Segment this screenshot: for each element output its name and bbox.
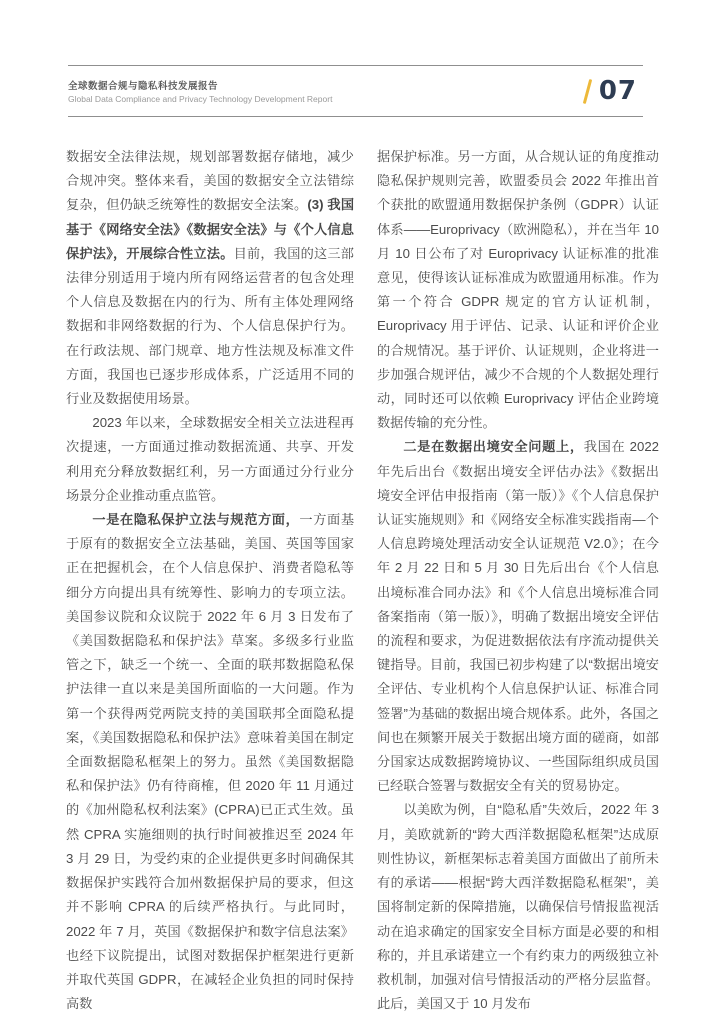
page-number-block	[586, 76, 643, 106]
paragraph	[377, 145, 659, 435]
paragraph	[66, 508, 354, 1016]
text-run: 我国在 2022 年先后出台《数据出境安全评估办法》《数据出境安全评估申报指南（第一版）》《个人信息保护认证实施规则》和《网络安全标准实践指南—个人信息跨境处理活动安全认证规范 V2.0》；在今年 2 月 22 日和 5 月 30 日先后出台《个人信息出境标准合同办法》和《个人信息出境标准合同备案指南（第一版）》，明确了数据出境安全评估的流程和要求，为促进数据依法有序流动提供关键指导。目前，我国已初步构建了以“数据出境安全评估、专业机构个人信息保护认证、标准合同签署”为基础的数据出境合规体系。此外，各国之间也在频繁开展关于数据出境方面的磋商，如部分国家达成数据跨境协议、一些国际组织成员国已经联合签署与数据安全有关的贸易协定。	[377, 439, 659, 794]
body-column-right	[377, 145, 659, 1016]
report-title-zh: 全球数据合规与隐私科技发展报告	[68, 80, 219, 92]
text-run: 2023 年以来，全球数据安全相关立法进程再次提速，一方面通过推动数据流通、共享、开发利用充分释放数据红利，另一方面通过分行业分场景分企业推动重点监管。	[66, 415, 354, 503]
accent-slash-mark	[583, 79, 592, 104]
bold-text-run: 一是在隐私保护立法与规范方面，	[92, 512, 300, 528]
page-number: 07	[598, 76, 637, 106]
paragraph	[377, 435, 659, 798]
report-title-block	[68, 78, 332, 105]
text-run: 以美欧为例，自“隐私盾”失效后，2022 年 3 月，美欧就新的“跨大西洋数据隐私框架”达成原则性协议，新框架标志着美国方面做出了前所未有的承诺——根据“跨大西洋数据隐私框架”，美国将制定新的保障措施，以确保信号情报监视活动在追求确定的国家安全目标方面是必要的和相称的，并且承诺建立一个有约束力的两级独立补救机制，加强对信号情报活动的严格分层监督。此后，美国又于 10 月发布	[377, 802, 659, 1012]
body-column-left	[66, 145, 354, 1016]
text-run: 一方面基于原有的数据安全立法基础，美国、英国等国家正在把握机会，在个人信息保护、消费者隐私等细分方向提出具有统筹性、影响力的专项立法。美国参议院和众议院于 2022 年 6 月 3 日发布了《美国数据隐私和保护法》草案。多级多行业监管之下，缺乏一个统一、全面的联邦数据隐私保护法律一直以来是美国所面临的一大问题。作为第一个获得两党两院支持的美国联邦全面隐私提案，《美国数据隐私和保护法》意味着美国在制定全面数据隐私框架上的努力。虽然《美国数据隐私和保护法》仍有待商榷，但 2020 年 11 月通过的《加州隐私权利法案》(CPRA)已正式生效。虽然 CPRA 实施细则的执行时间被推迟至 2024 年 3 月 29 日，为受约束的企业提供更多时间确保其数据保护实践符合加州数据保护局的要求，但这并不影响 CPRA 的后续严格执行。与此同时，2022 年 7 月，英国《数据保护和数字信息法案》也经下议院提出，试图对数据保护框架进行更新并取代英国 GDPR，在减轻企业负担的同时保持高数	[66, 512, 355, 1012]
text-run: 目前，我国的这三部法律分别适用于境内所有网络运营者的包含处理个人信息及数据在内的行为、所有主体处理网络数据和非网络数据的行为、个人信息保护行为。在行政法规、部门规章、地方性法规及标准文件方面，我国也已逐步形成体系，广泛适用不同的行业及数据使用场景。	[66, 245, 354, 407]
report-title-en: Global Data Compliance and Privacy Technology Development Report	[68, 93, 333, 104]
paragraph	[66, 145, 354, 411]
paragraph	[66, 411, 354, 508]
page-header	[68, 65, 643, 117]
paragraph	[377, 798, 659, 1016]
text-run: 据保护标准。另一方面，从合规认证的角度推动隐私保护规则完善，欧盟委员会 2022 年推出首个获批的欧盟通用数据保护条例（GDPR）认证体系——Europrivacy（欧洲隐私），并在当年 10 月 10 日公布了对 Europrivacy 认证标准的批准意见，使得该认证标准成为欧盟通用标准。作为第一个符合 GDPR 规定的官方认证机制，Europrivacy 用于评估、记录、认证和评价企业的合规情况。基于评价、认证规则，企业将进一步加强合规评估，减少不合规的个人数据处理行动，同时还可以依赖 Europrivacy 评估企业跨境数据传输的充分性。	[377, 149, 659, 431]
text-run: 数据安全法律法规，规划部署数据存储地，减少合规冲突。整体来看，美国的数据安全立法错综复杂，但仍缺乏统筹性的数据安全法案。	[66, 149, 354, 213]
bold-text-run: (3) 我国基于《网络安全法》《数据安全法》与《个人信息保护法》，开展综合性立法。	[66, 197, 355, 261]
bold-text-run: 二是在数据出境安全问题上，	[403, 439, 584, 455]
